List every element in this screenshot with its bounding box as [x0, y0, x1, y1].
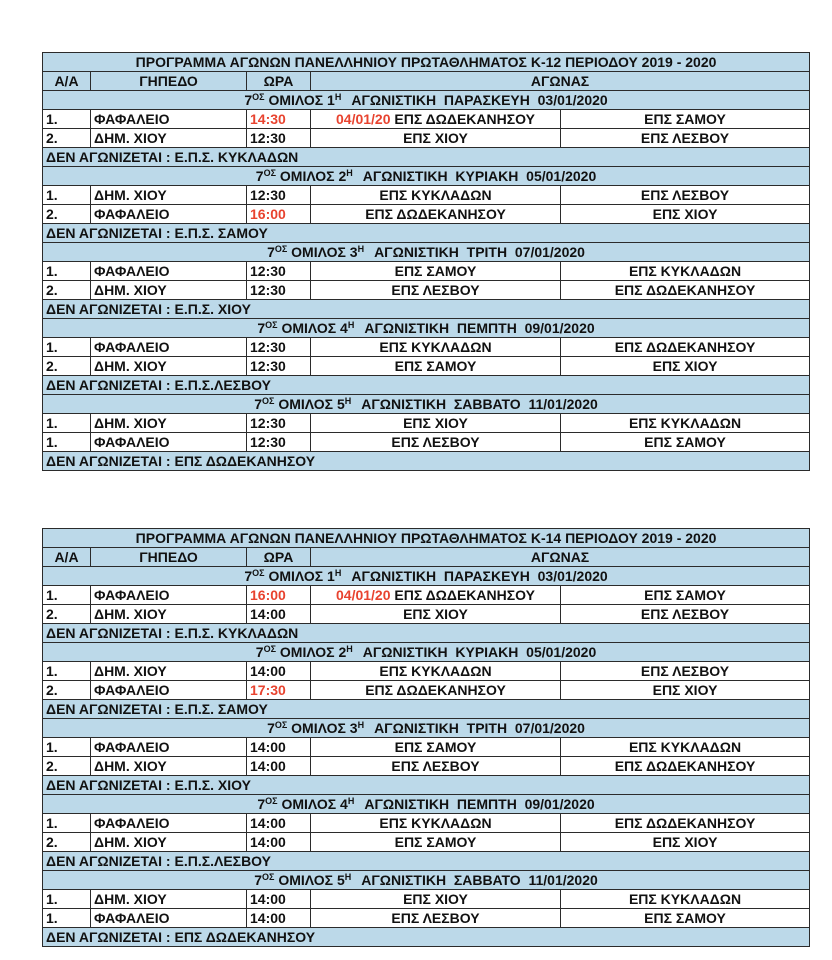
round-number: 1	[327, 92, 335, 108]
away-team: ΕΠΣ ΛΕΣΒΟΥ	[561, 662, 810, 681]
home-team: ΕΠΣ ΛΕΣΒΟΥ	[391, 282, 480, 298]
home-team: ΕΠΣ ΣΑΜΟΥ	[394, 358, 477, 374]
round-header	[43, 871, 810, 890]
round-day-date: ΑΓΩΝΙΣΤΙΚΗ ΠΑΡΑΣΚΕΥΗ 03/01/2020	[351, 568, 608, 584]
rest-team-row	[43, 700, 810, 719]
match-row	[43, 414, 810, 433]
round-day-date: ΑΓΩΝΙΣΤΙΚΗ ΚΥΡΙΑΚΗ 05/01/2020	[362, 644, 597, 660]
round-ordinal: Η	[344, 396, 352, 406]
away-team: ΕΠΣ ΛΕΣΒΟΥ	[561, 186, 810, 205]
round-day-date: ΑΓΩΝΙΣΤΙΚΗ ΤΡΙΤΗ 07/01/2020	[374, 720, 585, 736]
kickoff-time: 14:00	[247, 833, 311, 852]
rest-team-row	[43, 224, 810, 243]
header-venue: ΓΗΠΕΔΟ	[91, 548, 247, 567]
venue: ΔΗΜ. ΧΙΟΥ	[91, 890, 247, 909]
venue: ΔΗΜ. ΧΙΟΥ	[91, 357, 247, 376]
home-team-cell	[311, 814, 561, 833]
kickoff-time: 12:30	[247, 433, 311, 452]
round-header	[43, 319, 810, 338]
home-team-cell	[311, 890, 561, 909]
rescheduled-date: 04/01/20	[336, 111, 391, 127]
rest-team-note: ΔΕΝ ΑΓΩΝΙΖΕΤΑΙ : Ε.Π.Σ.ΛΕΣΒΟΥ	[43, 852, 810, 871]
away-team: ΕΠΣ ΔΩΔΕΚΑΝΗΣΟΥ	[561, 814, 810, 833]
match-row	[43, 605, 810, 624]
venue: ΦΑΦΑΛΕΙΟ	[91, 681, 247, 700]
schedule-table	[42, 52, 810, 471]
home-team-cell	[311, 681, 561, 700]
kickoff-time: 12:30	[247, 129, 311, 148]
kickoff-time: 14:00	[247, 605, 311, 624]
header-time: ΩΡΑ	[247, 548, 311, 567]
group-ordinal: ΟΣ	[265, 796, 278, 806]
group-label: ΟΜΙΛΟΣ	[291, 244, 346, 260]
round-header-row	[43, 243, 810, 262]
away-team: ΕΠΣ ΧΙΟΥ	[561, 357, 810, 376]
round-header-row	[43, 871, 810, 890]
match-number: 1.	[43, 262, 91, 281]
kickoff-time: 17:30	[247, 681, 311, 700]
home-team: ΕΠΣ ΔΩΔΕΚΑΝΗΣΟΥ	[394, 111, 535, 127]
match-number: 2.	[43, 833, 91, 852]
rest-team-note: ΔΕΝ ΑΓΩΝΙΖΕΤΑΙ : Ε.Π.Σ.ΛΕΣΒΟΥ	[43, 376, 810, 395]
venue: ΔΗΜ. ΧΙΟΥ	[91, 833, 247, 852]
rest-team-note: ΔΕΝ ΑΓΩΝΙΖΕΤΑΙ : Ε.Π.Σ. ΚΥΚΛΑΔΩΝ	[43, 148, 810, 167]
group-ordinal: ΟΣ	[252, 568, 265, 578]
group-ordinal: ΟΣ	[274, 720, 288, 730]
away-team: ΕΠΣ ΣΑΜΟΥ	[561, 586, 810, 605]
group-label: ΟΜΙΛΟΣ	[268, 92, 324, 108]
round-number: 1	[327, 568, 335, 584]
title-row	[43, 529, 810, 548]
match-row	[43, 433, 810, 452]
match-number: 1.	[43, 338, 91, 357]
home-team-cell	[311, 662, 561, 681]
match-number: 2.	[43, 681, 91, 700]
round-ordinal: Η	[347, 320, 355, 330]
match-row	[43, 909, 810, 928]
venue: ΔΗΜ. ΧΙΟΥ	[91, 414, 247, 433]
kickoff-time: 14:00	[247, 757, 311, 776]
match-number: 2.	[43, 129, 91, 148]
match-number: 2.	[43, 205, 91, 224]
match-row	[43, 281, 810, 300]
group-ordinal: ΟΣ	[252, 92, 265, 102]
group-label: ΟΜΙΛΟΣ	[281, 796, 337, 812]
header-venue: ΓΗΠΕΔΟ	[91, 72, 247, 91]
round-ordinal: Η	[334, 92, 342, 102]
header-no: Α/Α	[43, 72, 91, 91]
group-label: ΟΜΙΛΟΣ	[268, 568, 324, 584]
group-number: 7	[257, 796, 266, 812]
home-team: ΕΠΣ ΔΩΔΕΚΑΝΗΣΟΥ	[365, 682, 506, 698]
match-row	[43, 814, 810, 833]
group-label: ΟΜΙΛΟΣ	[291, 720, 346, 736]
match-number: 1.	[43, 186, 91, 205]
match-number: 1.	[43, 662, 91, 681]
match-number: 1.	[43, 414, 91, 433]
kickoff-time: 14:00	[247, 909, 311, 928]
home-team-cell	[311, 129, 561, 148]
round-header	[43, 795, 810, 814]
round-number: 4	[340, 320, 348, 336]
home-team-cell	[311, 833, 561, 852]
round-day-date: ΑΓΩΝΙΣΤΙΚΗ ΣΑΒΒΑΤΟ 11/01/2020	[361, 396, 598, 412]
title-row	[43, 53, 810, 72]
home-team: ΕΠΣ ΛΕΣΒΟΥ	[391, 758, 480, 774]
round-day-date: ΑΓΩΝΙΣΤΙΚΗ ΠΕΜΠΤΗ 09/01/2020	[364, 796, 595, 812]
round-ordinal: Η	[334, 568, 342, 578]
rest-team-row	[43, 776, 810, 795]
round-header-row	[43, 395, 810, 414]
rest-team-note: ΔΕΝ ΑΓΩΝΙΖΕΤΑΙ : ΕΠΣ ΔΩΔΕΚΑΝΗΣΟΥ	[43, 928, 810, 947]
group-label: ΟΜΙΛΟΣ	[279, 168, 335, 184]
home-team-cell	[311, 338, 561, 357]
kickoff-time: 12:30	[247, 414, 311, 433]
round-header-row	[43, 319, 810, 338]
away-team: ΕΠΣ ΧΙΟΥ	[561, 833, 810, 852]
group-number: 7	[255, 168, 264, 184]
rest-team-row	[43, 452, 810, 471]
match-row	[43, 186, 810, 205]
home-team-cell	[311, 262, 561, 281]
round-ordinal: Η	[346, 168, 353, 178]
group-number: 7	[257, 320, 266, 336]
round-ordinal: Η	[357, 244, 365, 254]
away-team: ΕΠΣ ΚΥΚΛΑΔΩΝ	[561, 738, 810, 757]
kickoff-time: 12:30	[247, 262, 311, 281]
group-number: 7	[255, 644, 264, 660]
venue: ΔΗΜ. ΧΙΟΥ	[91, 662, 247, 681]
match-number: 1.	[43, 433, 91, 452]
venue: ΦΑΦΑΛΕΙΟ	[91, 262, 247, 281]
rest-team-note: ΔΕΝ ΑΓΩΝΙΖΕΤΑΙ : Ε.Π.Σ. ΚΥΚΛΑΔΩΝ	[43, 624, 810, 643]
home-team-cell	[311, 186, 561, 205]
rest-team-row	[43, 300, 810, 319]
k14-schedule	[42, 528, 809, 947]
venue: ΔΗΜ. ΧΙΟΥ	[91, 186, 247, 205]
match-number: 1.	[43, 738, 91, 757]
round-header	[43, 395, 810, 414]
group-label: ΟΜΙΛΟΣ	[278, 872, 334, 888]
rest-team-row	[43, 928, 810, 947]
venue: ΔΗΜ. ΧΙΟΥ	[91, 129, 247, 148]
group-number: 7	[254, 872, 263, 888]
match-number: 1.	[43, 890, 91, 909]
match-number: 1.	[43, 909, 91, 928]
group-label: ΟΜΙΛΟΣ	[281, 320, 337, 336]
group-label: ΟΜΙΛΟΣ	[278, 396, 334, 412]
away-team: ΕΠΣ ΔΩΔΕΚΑΝΗΣΟΥ	[561, 338, 810, 357]
group-label: ΟΜΙΛΟΣ	[279, 644, 335, 660]
away-team: ΕΠΣ ΣΑΜΟΥ	[561, 909, 810, 928]
kickoff-time: 12:30	[247, 281, 311, 300]
venue: ΦΑΦΑΛΕΙΟ	[91, 338, 247, 357]
match-row	[43, 662, 810, 681]
rest-team-note: ΔΕΝ ΑΓΩΝΙΖΕΤΑΙ : Ε.Π.Σ. ΧΙΟΥ	[43, 300, 810, 319]
home-team: ΕΠΣ ΛΕΣΒΟΥ	[391, 434, 480, 450]
match-number: 2.	[43, 357, 91, 376]
venue: ΦΑΦΑΛΕΙΟ	[91, 586, 247, 605]
venue: ΔΗΜ. ΧΙΟΥ	[91, 605, 247, 624]
match-number: 1.	[43, 110, 91, 129]
home-team: ΕΠΣ ΣΑΜΟΥ	[394, 739, 477, 755]
round-ordinal: Η	[346, 644, 353, 654]
match-number: 2.	[43, 281, 91, 300]
home-team: ΕΠΣ ΧΙΟΥ	[403, 130, 468, 146]
match-number: 1.	[43, 586, 91, 605]
column-header-row	[43, 72, 810, 91]
round-number: 4	[340, 796, 348, 812]
home-team-cell	[311, 281, 561, 300]
match-row	[43, 833, 810, 852]
kickoff-time: 14:00	[247, 814, 311, 833]
round-number: 2	[338, 168, 347, 184]
home-team: ΕΠΣ ΔΩΔΕΚΑΝΗΣΟΥ	[394, 587, 535, 603]
round-header-row	[43, 91, 810, 110]
venue: ΦΑΦΑΛΕΙΟ	[91, 738, 247, 757]
home-team: ΕΠΣ ΣΑΜΟΥ	[394, 263, 477, 279]
match-row	[43, 205, 810, 224]
home-team: ΕΠΣ ΚΥΚΛΑΔΩΝ	[379, 187, 492, 203]
away-team: ΕΠΣ ΚΥΚΛΑΔΩΝ	[561, 414, 810, 433]
kickoff-time: 14:30	[247, 110, 311, 129]
venue: ΔΗΜ. ΧΙΟΥ	[91, 757, 247, 776]
kickoff-time: 14:00	[247, 890, 311, 909]
round-header	[43, 643, 810, 662]
match-row	[43, 110, 810, 129]
home-team: ΕΠΣ ΚΥΚΛΑΔΩΝ	[379, 815, 492, 831]
round-number: 2	[338, 644, 347, 660]
home-team: ΕΠΣ ΧΙΟΥ	[403, 415, 468, 431]
kickoff-time: 14:00	[247, 662, 311, 681]
match-number: 2.	[43, 757, 91, 776]
rest-team-note: ΔΕΝ ΑΓΩΝΙΖΕΤΑΙ : Ε.Π.Σ. ΣΑΜΟΥ	[43, 224, 810, 243]
kickoff-time: 12:30	[247, 338, 311, 357]
home-team-cell	[311, 205, 561, 224]
home-team-cell	[311, 909, 561, 928]
round-header	[43, 167, 810, 186]
away-team: ΕΠΣ ΚΥΚΛΑΔΩΝ	[561, 890, 810, 909]
away-team: ΕΠΣ ΧΙΟΥ	[561, 681, 810, 700]
match-number: 1.	[43, 814, 91, 833]
away-team: ΕΠΣ ΔΩΔΕΚΑΝΗΣΟΥ	[561, 281, 810, 300]
rest-team-row	[43, 852, 810, 871]
k12-schedule	[42, 52, 809, 471]
rest-team-note: ΔΕΝ ΑΓΩΝΙΖΕΤΑΙ : Ε.Π.Σ. ΣΑΜΟΥ	[43, 700, 810, 719]
group-number: 7	[254, 396, 263, 412]
round-ordinal: Η	[357, 720, 365, 730]
group-ordinal: ΟΣ	[262, 872, 275, 882]
round-header	[43, 567, 810, 586]
rescheduled-date: 04/01/20	[336, 587, 391, 603]
home-team-cell	[311, 586, 561, 605]
away-team: ΕΠΣ ΔΩΔΕΚΑΝΗΣΟΥ	[561, 757, 810, 776]
venue: ΦΑΦΑΛΕΙΟ	[91, 814, 247, 833]
home-team-cell	[311, 110, 561, 129]
match-row	[43, 586, 810, 605]
home-team: ΕΠΣ ΧΙΟΥ	[403, 891, 468, 907]
away-team: ΕΠΣ ΛΕΣΒΟΥ	[561, 129, 810, 148]
home-team: ΕΠΣ ΣΑΜΟΥ	[394, 834, 477, 850]
column-header-row	[43, 548, 810, 567]
match-row	[43, 738, 810, 757]
away-team: ΕΠΣ ΣΑΜΟΥ	[561, 433, 810, 452]
kickoff-time: 16:00	[247, 205, 311, 224]
home-team-cell	[311, 433, 561, 452]
match-row	[43, 357, 810, 376]
round-header-row	[43, 643, 810, 662]
round-number: 5	[336, 396, 345, 412]
group-ordinal: ΟΣ	[265, 320, 278, 330]
home-team: ΕΠΣ ΧΙΟΥ	[403, 606, 468, 622]
kickoff-time: 12:30	[247, 357, 311, 376]
match-row	[43, 129, 810, 148]
home-team: ΕΠΣ ΔΩΔΕΚΑΝΗΣΟΥ	[365, 206, 506, 222]
venue: ΦΑΦΑΛΕΙΟ	[91, 110, 247, 129]
home-team: ΕΠΣ ΛΕΣΒΟΥ	[391, 910, 480, 926]
group-ordinal: ΟΣ	[262, 396, 275, 406]
round-number: 3	[349, 720, 358, 736]
group-number: 7	[244, 92, 253, 108]
away-team: ΕΠΣ ΛΕΣΒΟΥ	[561, 605, 810, 624]
kickoff-time: 12:30	[247, 186, 311, 205]
round-day-date: ΑΓΩΝΙΣΤΙΚΗ ΚΥΡΙΑΚΗ 05/01/2020	[362, 168, 597, 184]
rest-team-note: ΔΕΝ ΑΓΩΝΙΖΕΤΑΙ : Ε.Π.Σ. ΧΙΟΥ	[43, 776, 810, 795]
group-number: 7	[244, 568, 253, 584]
round-number: 5	[336, 872, 345, 888]
rest-team-row	[43, 376, 810, 395]
match-row	[43, 890, 810, 909]
group-number: 7	[267, 720, 275, 736]
round-header	[43, 719, 810, 738]
home-team-cell	[311, 738, 561, 757]
schedule-title: ΠΡΟΓΡΑΜΜΑ ΑΓΩΝΩΝ ΠΑΝΕΛΛΗΝΙΟΥ ΠΡΩΤΑΘΛΗΜΑΤΟΣ Κ-14 ΠΕΡΙΟΔΟΥ 2019 - 2020	[43, 529, 810, 548]
group-ordinal: ΟΣ	[263, 644, 276, 654]
round-ordinal: Η	[344, 872, 352, 882]
match-row	[43, 338, 810, 357]
match-row	[43, 681, 810, 700]
header-match: ΑΓΩΝΑΣ	[311, 72, 810, 91]
round-header-row	[43, 719, 810, 738]
round-header-row	[43, 795, 810, 814]
rest-team-row	[43, 148, 810, 167]
kickoff-time: 14:00	[247, 738, 311, 757]
rest-team-note: ΔΕΝ ΑΓΩΝΙΖΕΤΑΙ : ΕΠΣ ΔΩΔΕΚΑΝΗΣΟΥ	[43, 452, 810, 471]
away-team: ΕΠΣ ΧΙΟΥ	[561, 205, 810, 224]
group-ordinal: ΟΣ	[263, 168, 276, 178]
header-no: Α/Α	[43, 548, 91, 567]
home-team-cell	[311, 757, 561, 776]
header-match: ΑΓΩΝΑΣ	[311, 548, 810, 567]
away-team: ΕΠΣ ΣΑΜΟΥ	[561, 110, 810, 129]
round-day-date: ΑΓΩΝΙΣΤΙΚΗ ΠΑΡΑΣΚΕΥΗ 03/01/2020	[351, 92, 608, 108]
round-day-date: ΑΓΩΝΙΣΤΙΚΗ ΠΕΜΠΤΗ 09/01/2020	[364, 320, 595, 336]
round-header	[43, 243, 810, 262]
match-number: 2.	[43, 605, 91, 624]
match-row	[43, 262, 810, 281]
round-header	[43, 91, 810, 110]
round-header-row	[43, 567, 810, 586]
home-team-cell	[311, 357, 561, 376]
round-number: 3	[349, 244, 358, 260]
group-number: 7	[267, 244, 275, 260]
kickoff-time: 16:00	[247, 586, 311, 605]
home-team: ΕΠΣ ΚΥΚΛΑΔΩΝ	[379, 663, 492, 679]
home-team-cell	[311, 605, 561, 624]
home-team-cell	[311, 414, 561, 433]
round-day-date: ΑΓΩΝΙΣΤΙΚΗ ΤΡΙΤΗ 07/01/2020	[374, 244, 585, 260]
venue: ΦΑΦΑΛΕΙΟ	[91, 909, 247, 928]
schedule-table	[42, 528, 810, 947]
schedule-title: ΠΡΟΓΡΑΜΜΑ ΑΓΩΝΩΝ ΠΑΝΕΛΛΗΝΙΟΥ ΠΡΩΤΑΘΛΗΜΑΤΟΣ Κ-12 ΠΕΡΙΟΔΟΥ 2019 - 2020	[43, 53, 810, 72]
venue: ΦΑΦΑΛΕΙΟ	[91, 433, 247, 452]
home-team: ΕΠΣ ΚΥΚΛΑΔΩΝ	[379, 339, 492, 355]
away-team: ΕΠΣ ΚΥΚΛΑΔΩΝ	[561, 262, 810, 281]
header-time: ΩΡΑ	[247, 72, 311, 91]
round-day-date: ΑΓΩΝΙΣΤΙΚΗ ΣΑΒΒΑΤΟ 11/01/2020	[361, 872, 598, 888]
rest-team-row	[43, 624, 810, 643]
round-header-row	[43, 167, 810, 186]
venue: ΔΗΜ. ΧΙΟΥ	[91, 281, 247, 300]
venue: ΦΑΦΑΛΕΙΟ	[91, 205, 247, 224]
round-ordinal: Η	[347, 796, 355, 806]
group-ordinal: ΟΣ	[274, 244, 288, 254]
match-row	[43, 757, 810, 776]
